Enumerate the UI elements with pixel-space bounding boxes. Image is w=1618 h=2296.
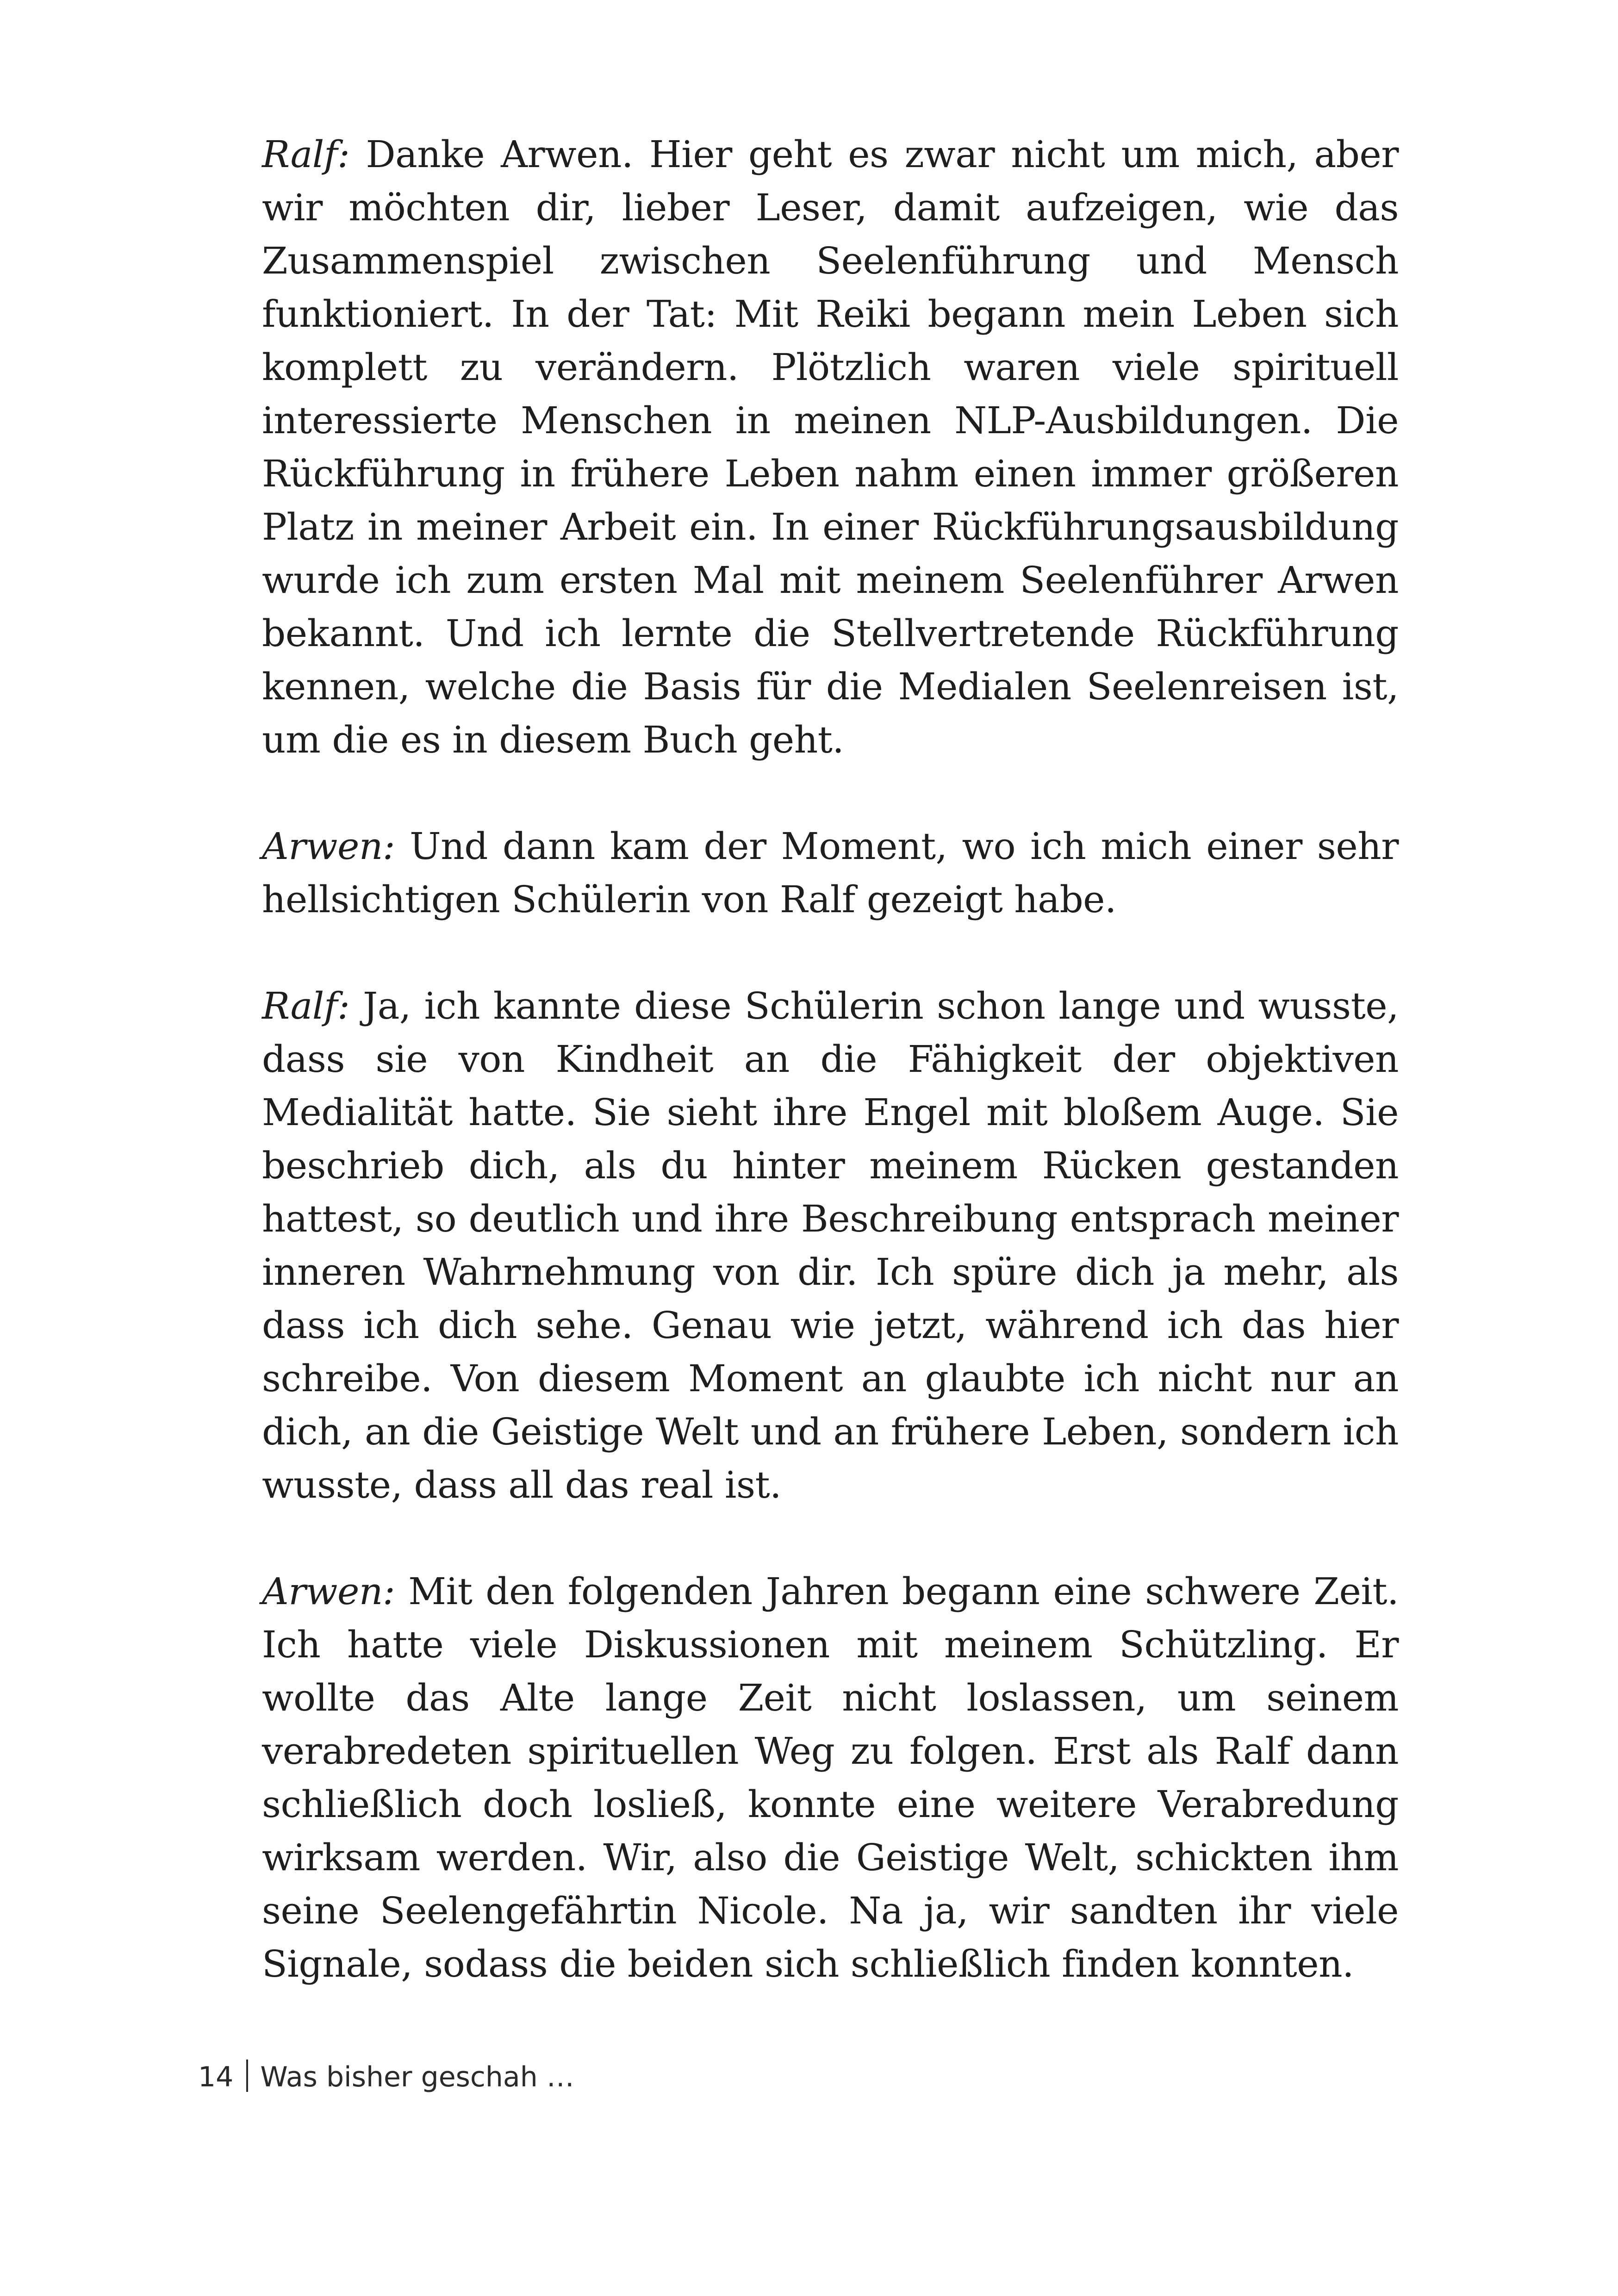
paragraph-text: Und dann kam der Moment, wo ich mich einer sehr hellsichtigen Schülerin von Ralf gezeigt habe. bbox=[262, 825, 1399, 921]
speaker-label: Arwen: bbox=[262, 1570, 395, 1613]
speaker-label: Ralf: bbox=[262, 133, 350, 176]
paragraph-text: Danke Arwen. Hier geht es zwar nicht um mich, aber wir möchten dir, lieber Leser, damit aufzeigen, wie das Zusammenspiel zwischen Seelenführung und Mensch funktioniert. In der Tat: Mit Reiki begann mein Leben sich komplett zu verändern. Plötzlich waren viele spirituell interessierte Menschen in meinen NLP-Ausbildungen. Die Rückführung in frühere Leben nahm einen immer größeren Platz in meiner Arbeit ein. In einer Rückführungsausbildung wurde ich zum ersten Mal mit meinem Seelenführer Arwen bekannt. Und ich lernte die Stellvertretende Rückführung kennen, welche die Basis für die Medialen Seelenreisen ist, um die es in diesem Buch geht. bbox=[262, 133, 1399, 761]
paragraph-text: Ja, ich kannte diese Schülerin schon lange und wusste, dass sie von Kindheit an die Fähigkeit der objektiven Medialität hatte. Sie sieht ihre Engel mit bloßem Auge. Sie beschrieb dich, als du hinter meinem Rücken gestanden hattest, so deutlich und ihre Beschreibung entsprach meiner inneren Wahrnehmung von dir. Ich spüre dich ja mehr, als dass ich dich sehe. Genau wie jetzt, während ich das hier schreibe. Von diesem Moment an glaubte ich nicht nur an dich, an die Geistige Welt und an frühere Leben, sondern ich wusste, dass all das real ist. bbox=[262, 984, 1399, 1506]
paragraph-2 bbox=[262, 820, 1399, 926]
paragraph-3 bbox=[262, 979, 1399, 1512]
speaker-label: Arwen: bbox=[262, 825, 395, 868]
page-number: 14 bbox=[198, 2061, 234, 2093]
footer-separator bbox=[246, 2060, 248, 2092]
page-footer bbox=[198, 2059, 574, 2096]
body-text bbox=[262, 128, 1399, 1991]
speaker-label: Ralf: bbox=[262, 984, 350, 1027]
paragraph-text: Mit den folgenden Jahren begann eine schwere Zeit. Ich hatte viele Diskussionen mit meinem Schützling. Er wollte das Alte lange Zeit nicht loslassen, um seinem verabredeten spirituellen Weg zu folgen. Erst als Ralf dann schließlich doch losließ, konnte eine weitere Verabredung wirksam werden. Wir, also die Geistige Welt, schickten ihm seine Seelengefährtin Nicole. Na ja, wir sandten ihr viele Signale, sodass die beiden sich schließlich finden konnten. bbox=[262, 1570, 1399, 1985]
paragraph-4 bbox=[262, 1565, 1399, 1991]
section-title: Was bisher geschah … bbox=[260, 2061, 574, 2093]
paragraph-1 bbox=[262, 128, 1399, 766]
